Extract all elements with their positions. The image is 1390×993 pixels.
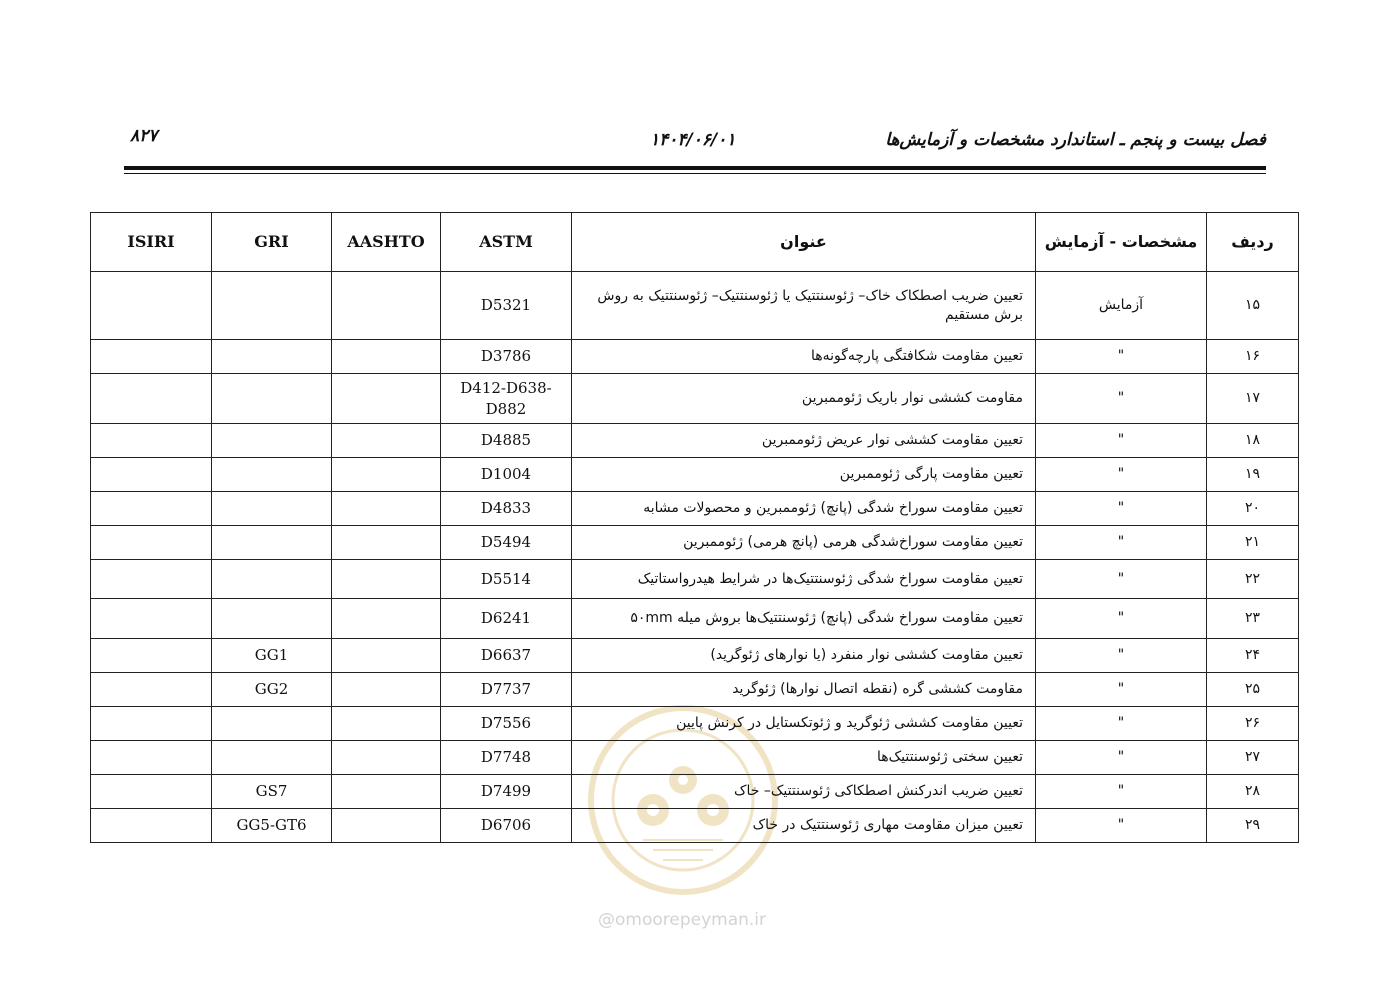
header-rule-thick — [124, 166, 1266, 170]
cell-gri: GG2 — [212, 673, 332, 707]
cell-row: ۱۷ — [1207, 374, 1299, 424]
cell-isiri — [91, 639, 212, 673]
cell-title: مقاومت کششی نوار باریک ژئوممبرین — [572, 374, 1036, 424]
cell-row: ۱۸ — [1207, 424, 1299, 458]
cell-row: ۲۴ — [1207, 639, 1299, 673]
cell-astm: D4833 — [441, 492, 572, 526]
table-row — [91, 673, 1299, 707]
cell-aashto — [332, 560, 441, 599]
cell-title: تعیین ضریب اصطکاک خاک– ژئوسنتتیک یا ژئوسنتتیک– ژئوسنتتیک به روش برش مستقیم — [572, 272, 1036, 340]
table-row — [91, 458, 1299, 492]
page-number: ۸۲۷ — [130, 126, 158, 146]
table-row — [91, 526, 1299, 560]
cell-aashto — [332, 741, 441, 775]
cell-title: تعیین مقاومت سوراخ شدگی ژئوسنتتیک‌ها در شرایط هیدرواستاتیک — [572, 560, 1036, 599]
table-header-row — [91, 213, 1299, 272]
cell-row: ۲۳ — [1207, 599, 1299, 639]
cell-type: " — [1036, 492, 1207, 526]
cell-gri — [212, 741, 332, 775]
table-row — [91, 599, 1299, 639]
cell-isiri — [91, 526, 212, 560]
cell-row: ۲۶ — [1207, 707, 1299, 741]
cell-gri — [212, 560, 332, 599]
cell-type: " — [1036, 526, 1207, 560]
cell-gri — [212, 492, 332, 526]
cell-title: تعیین مقاومت سوراخ‌شدگی هرمی (پانچ هرمی) ژئوممبرین — [572, 526, 1036, 560]
col-header-title: عنوان — [572, 213, 1036, 272]
cell-isiri — [91, 707, 212, 741]
cell-title: تعیین مقاومت سوراخ شدگی (پانچ) ژئوسنتتیک‌ها بروش میله ۵۰mm — [572, 599, 1036, 639]
cell-type: " — [1036, 560, 1207, 599]
cell-type: " — [1036, 340, 1207, 374]
cell-aashto — [332, 374, 441, 424]
cell-astm: D7748 — [441, 741, 572, 775]
cell-astm: D1004 — [441, 458, 572, 492]
cell-aashto — [332, 639, 441, 673]
cell-astm: D6637 — [441, 639, 572, 673]
cell-astm: D5494 — [441, 526, 572, 560]
cell-gri — [212, 272, 332, 340]
cell-isiri — [91, 374, 212, 424]
header-date: ۱۴۰۴/۰۶/۰۱ — [650, 130, 736, 150]
table-row — [91, 492, 1299, 526]
cell-gri — [212, 424, 332, 458]
table-row — [91, 809, 1299, 843]
cell-title: تعیین سختی ژئوسنتتیک‌ها — [572, 741, 1036, 775]
cell-astm: D7556 — [441, 707, 572, 741]
cell-row: ۲۸ — [1207, 775, 1299, 809]
page-header — [124, 126, 1266, 156]
cell-type: آزمایش — [1036, 272, 1207, 340]
cell-astm: D7499 — [441, 775, 572, 809]
cell-isiri — [91, 741, 212, 775]
cell-title: تعیین مقاومت کششی نوار منفرد (یا نوارهای ژئوگرید) — [572, 639, 1036, 673]
cell-row: ۱۵ — [1207, 272, 1299, 340]
cell-astm: D7737 — [441, 673, 572, 707]
cell-title: تعیین مقاومت کششی نوار عریض ژئوممبرین — [572, 424, 1036, 458]
cell-astm: D412-D638-D882 — [441, 374, 572, 424]
cell-row: ۲۲ — [1207, 560, 1299, 599]
cell-title: تعیین میزان مقاومت مهاری ژئوسنتتیک در خاک — [572, 809, 1036, 843]
cell-type: " — [1036, 374, 1207, 424]
cell-isiri — [91, 673, 212, 707]
cell-type: " — [1036, 809, 1207, 843]
chapter-title: فصل بیست و پنجم ـ استاندارد مشخصات و آزمایش‌ها — [885, 130, 1266, 150]
cell-row: ۲۱ — [1207, 526, 1299, 560]
standards-table — [90, 212, 1299, 843]
cell-row: ۱۶ — [1207, 340, 1299, 374]
cell-aashto — [332, 775, 441, 809]
cell-gri: GG5-GT6 — [212, 809, 332, 843]
table-row — [91, 639, 1299, 673]
col-header-row: ردیف — [1207, 213, 1299, 272]
col-header-type: مشخصات - آزمایش — [1036, 213, 1207, 272]
table-row — [91, 707, 1299, 741]
cell-astm: D3786 — [441, 340, 572, 374]
cell-row: ۲۵ — [1207, 673, 1299, 707]
table-row — [91, 560, 1299, 599]
table-row — [91, 374, 1299, 424]
cell-gri: GG1 — [212, 639, 332, 673]
cell-aashto — [332, 424, 441, 458]
col-header-aashto: AASHTO — [332, 213, 441, 272]
cell-gri — [212, 374, 332, 424]
cell-isiri — [91, 560, 212, 599]
table-row — [91, 775, 1299, 809]
cell-type: " — [1036, 741, 1207, 775]
cell-isiri — [91, 424, 212, 458]
cell-gri — [212, 707, 332, 741]
header-rule-thin — [124, 173, 1266, 174]
cell-aashto — [332, 458, 441, 492]
watermark-text: @omoorepeyman.ir — [598, 910, 767, 930]
col-header-gri: GRI — [212, 213, 332, 272]
table-row — [91, 424, 1299, 458]
cell-aashto — [332, 809, 441, 843]
cell-title: تعیین ضریب اندرکنش اصطکاکی ژئوسنتتیک– خاک — [572, 775, 1036, 809]
table-body — [91, 272, 1299, 843]
cell-aashto — [332, 340, 441, 374]
cell-type: " — [1036, 424, 1207, 458]
cell-gri: GS7 — [212, 775, 332, 809]
cell-row: ۲۷ — [1207, 741, 1299, 775]
cell-isiri — [91, 492, 212, 526]
cell-aashto — [332, 272, 441, 340]
cell-row: ۲۹ — [1207, 809, 1299, 843]
cell-title: مقاومت کششی گره (نقطه اتصال نوارها) ژئوگرید — [572, 673, 1036, 707]
col-header-astm: ASTM — [441, 213, 572, 272]
cell-astm: D6241 — [441, 599, 572, 639]
cell-isiri — [91, 340, 212, 374]
cell-type: " — [1036, 673, 1207, 707]
cell-aashto — [332, 526, 441, 560]
cell-type: " — [1036, 639, 1207, 673]
cell-astm: D6706 — [441, 809, 572, 843]
cell-gri — [212, 340, 332, 374]
cell-title: تعیین مقاومت سوراخ شدگی (پانچ) ژئوممبرین و محصولات مشابه — [572, 492, 1036, 526]
cell-type: " — [1036, 458, 1207, 492]
cell-isiri — [91, 599, 212, 639]
cell-gri — [212, 458, 332, 492]
table-row — [91, 741, 1299, 775]
cell-title: تعیین مقاومت پارگی ژئوممبرین — [572, 458, 1036, 492]
cell-row: ۲۰ — [1207, 492, 1299, 526]
cell-aashto — [332, 599, 441, 639]
col-header-isiri: ISIRI — [91, 213, 212, 272]
cell-type: " — [1036, 707, 1207, 741]
cell-aashto — [332, 673, 441, 707]
cell-isiri — [91, 775, 212, 809]
cell-isiri — [91, 809, 212, 843]
cell-title: تعیین مقاومت کششی ژئوگرید و ژئوتکستایل در کرنش پایین — [572, 707, 1036, 741]
cell-astm: D5514 — [441, 560, 572, 599]
cell-aashto — [332, 492, 441, 526]
cell-type: " — [1036, 599, 1207, 639]
table-row — [91, 272, 1299, 340]
table-row — [91, 340, 1299, 374]
cell-title: تعیین مقاومت شکافتگی پارچه‌گونه‌ها — [572, 340, 1036, 374]
cell-row: ۱۹ — [1207, 458, 1299, 492]
cell-gri — [212, 599, 332, 639]
cell-isiri — [91, 458, 212, 492]
cell-gri — [212, 526, 332, 560]
cell-isiri — [91, 272, 212, 340]
cell-type: " — [1036, 775, 1207, 809]
cell-astm: D5321 — [441, 272, 572, 340]
cell-astm: D4885 — [441, 424, 572, 458]
cell-aashto — [332, 707, 441, 741]
